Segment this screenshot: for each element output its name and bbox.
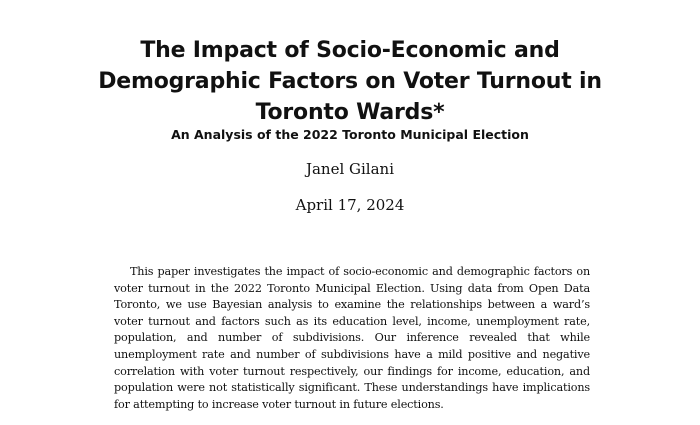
- paper-title: The Impact of Socio-Economic and Demographic Factors on Voter Turnout in Toronto Wards*: [98, 38, 602, 125]
- publication-date: April 17, 2024: [295, 196, 405, 214]
- author-name: Janel Gilani: [305, 160, 395, 178]
- paper-subtitle: An Analysis of the 2022 Toronto Municipal Election: [171, 127, 529, 142]
- abstract-text: This paper investigates the impact of socio-economic and demographic factors on voter turnout in the 2022 Toronto Municipal Election. Using data from Open Data Toronto, we use Bayesian analysis to examine the relationships between a ward’s voter turnout and factors such as its education level, income, unemployment rate, population, and number of subdivisions. Our inference revealed that while unemployment rate and number of subdivisions have a mild positive and negative correlation with voter turnout respectively, our findings for income, education, and population were not statistically significant. These understandings have implications for attempting to increase voter turnout in future elections.: [114, 265, 590, 411]
